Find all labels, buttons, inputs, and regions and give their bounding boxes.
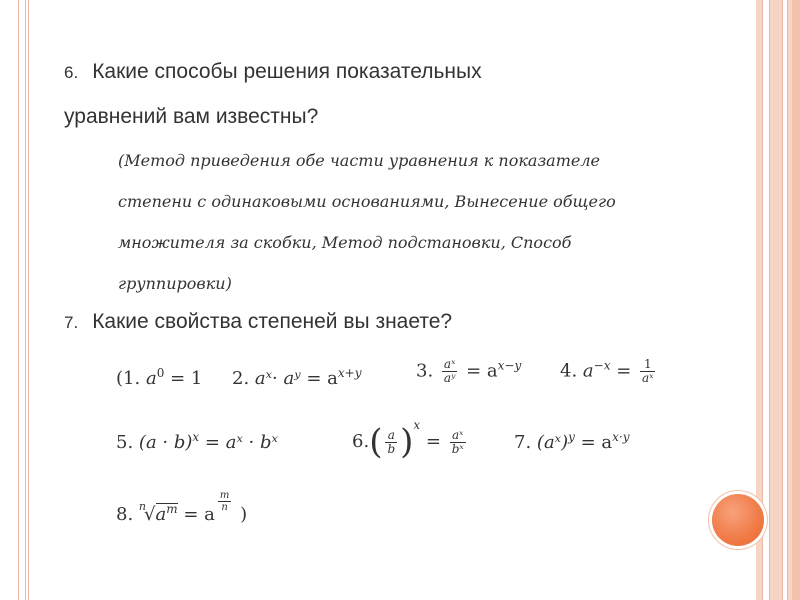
answer-6-line1: (Метод приведения обе части уравнения к показателе xyxy=(118,151,600,170)
property-2: 2. aˣ· aʸ = $a^{x+y}$ xyxy=(232,366,362,389)
question-6 xyxy=(64,50,684,139)
answer-6-line4: группировки) xyxy=(118,274,232,293)
orange-circle-decoration xyxy=(712,494,764,546)
property-5: 5. $(a \cdot b)^x$ = aˣ · bˣ xyxy=(116,430,278,453)
question-7-number: 7. xyxy=(64,313,79,332)
property-7: 7. (aˣ)$^y$ = $a^{x\cdot y}$ xyxy=(514,430,630,453)
property-1: (1. $a^0 = 1$ xyxy=(116,366,203,389)
question-7 xyxy=(64,300,684,345)
answer-6 xyxy=(118,140,678,304)
answer-6-line3: множителя за скобки, Метод подстановки, Способ xyxy=(118,233,572,252)
property-3: 3. $\frac{\text{aˣ}}{\text{aʸ}}$ = $a^{x-y}$ xyxy=(416,357,522,385)
right-border-decoration xyxy=(756,0,800,600)
question-6-line2: уравнений вам известны? xyxy=(64,105,319,128)
left-border-decoration xyxy=(0,0,29,600)
property-8: 8. $^n√a^m = a$ $\frac{m}{n}$ ) xyxy=(116,490,248,525)
question-7-text: Какие свойства степеней вы знаете? xyxy=(92,310,453,333)
question-6-number: 6. xyxy=(64,63,79,82)
property-6: 6.( $\frac{a}{b}$ )$^x$ = $\frac{\text{aˣ}}{\text{bˣ}}$ xyxy=(352,418,464,462)
question-6-line1: Какие способы решения показательных xyxy=(92,60,482,83)
answer-6-line2: степени с одинаковыми основаниями, Вынесение общего xyxy=(118,192,616,211)
property-4: 4. $a^{-x}$ = $\frac{1}{\text{aˣ}}$ xyxy=(560,357,654,385)
